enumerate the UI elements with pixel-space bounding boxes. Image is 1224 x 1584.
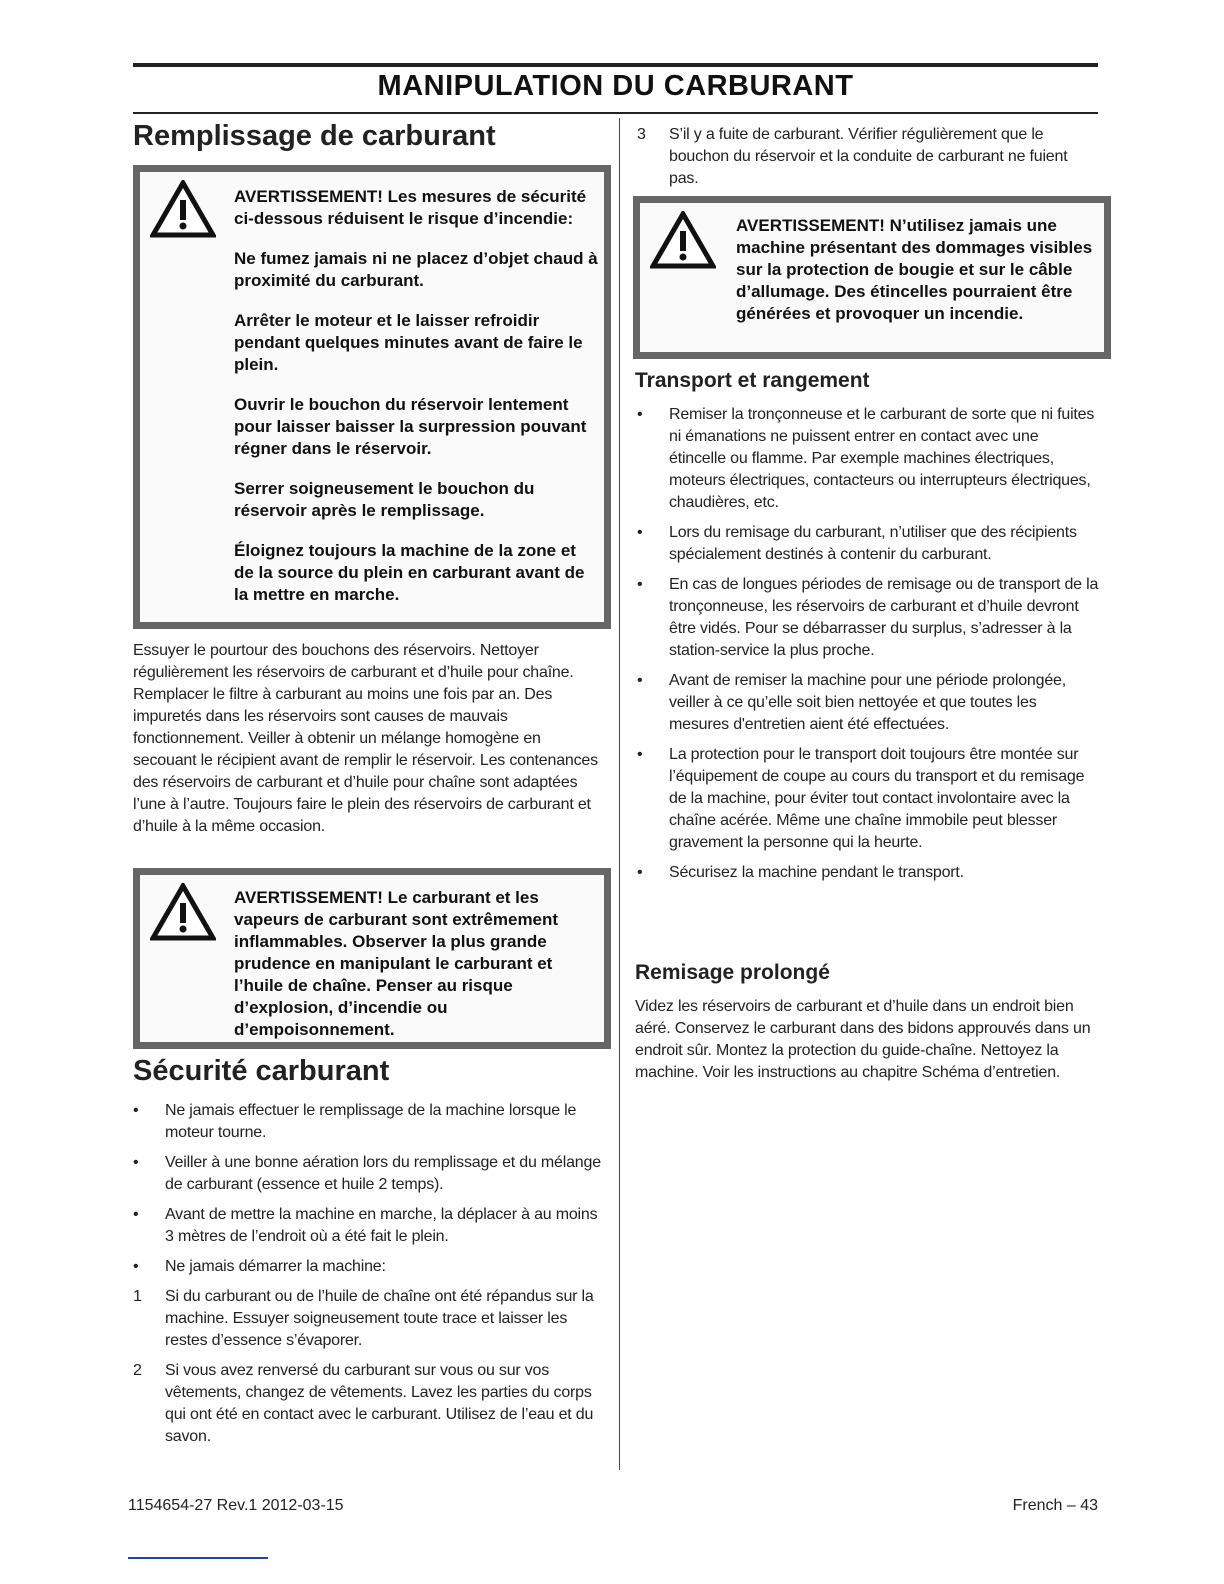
warning-box — [633, 196, 1111, 359]
list-item — [637, 862, 1099, 884]
bullet-marker: • — [133, 1154, 139, 1171]
item-text: Remiser la tronçonneuse et le carburant de sorte que ni fuites ni émanations ne puissent entrer en contact avec une étincelle ou flamme. Par exemple machines électriques, moteurs électriques, contacteurs ou interrupteurs électriques, chaudières, etc. — [669, 406, 1095, 511]
bullet-marker: • — [133, 1102, 139, 1119]
bullet-marker: • — [637, 576, 643, 593]
item-number: 2 — [133, 1362, 142, 1379]
warning-text — [234, 186, 599, 624]
section-heading: Remisage prolongé — [635, 961, 830, 984]
item-text: Veiller à une bonne aération lors du remplissage et du mélange de carburant (essence et huile 2 temps). — [165, 1154, 601, 1193]
paragraph: Videz les réservoirs de carburant et d’huile dans un endroit bien aéré. Conservez le carburant dans des bidons approuvés dans un endroit sûr. Montez la protection du guide-chaîne. Nettoyez la machine. Voir les instructions au chapitre Schéma d’entretien. — [635, 998, 1091, 1081]
bullet-marker: • — [637, 406, 643, 423]
bullet-marker: • — [637, 672, 643, 689]
warning-text: AVERTISSEMENT! Le carburant et les vapeurs de carburant sont extrêmement inflammables. Observer la plus grande prudence en manipulant le carburant et l’huile de chaîne. Penser au risque d’explosion, d’incendie ou d’empoisonnement. — [234, 888, 559, 1039]
link-underline — [128, 1557, 268, 1559]
bullet-marker: • — [637, 746, 643, 763]
page-title: MANIPULATION DU CARBURANT — [377, 70, 854, 102]
item-text: Lors du remisage du carburant, n’utiliser que des récipients spécialement destinés à contenir du carburant. — [669, 524, 1077, 563]
warning-line: AVERTISSEMENT! Les mesures de sécurité ci-dessous réduisent le risque d’incendie: — [234, 187, 587, 228]
warning-line: Serrer soigneusement le bouchon du réservoir après le remplissage. — [234, 479, 535, 520]
list-item — [637, 522, 1099, 566]
item-text: Avant de mettre la machine en marche, la déplacer à au moins 3 mètres de l’endroit où a été fait le plein. — [165, 1206, 598, 1245]
item-text: Ne jamais démarrer la machine: — [165, 1258, 386, 1275]
list-item — [133, 1152, 603, 1196]
list-item — [133, 1100, 603, 1144]
warning-triangle-icon — [650, 211, 716, 269]
bullet-marker: • — [133, 1206, 139, 1223]
item-number: 1 — [133, 1288, 142, 1305]
document-number: 1154654-27 Rev.1 2012-03-15 — [128, 1497, 344, 1514]
column-divider — [619, 118, 620, 1470]
list-item — [637, 404, 1099, 514]
list-item — [133, 1204, 603, 1248]
header-rule — [133, 63, 1098, 67]
warning-line: Éloignez toujours la machine de la zone et de la source du plein en carburant avant de la mettre en marche. — [234, 541, 585, 604]
numbered-item — [133, 1360, 603, 1448]
item-text: Ne jamais effectuer le remplissage de la machine lorsque le moteur tourne. — [165, 1102, 577, 1141]
warning-box — [133, 868, 611, 1049]
bullet-list — [133, 1100, 603, 1456]
item-number: 3 — [637, 126, 646, 143]
list-item — [133, 1256, 603, 1278]
section-heading: Sécurité carburant — [133, 1055, 390, 1087]
bullet-list — [637, 404, 1099, 892]
warning-line: Ouvrir le bouchon du réservoir lentement pour laisser baisser la surpression pouvant régner dans le réservoir. — [234, 395, 587, 458]
item-text: Si vous avez renversé du carburant sur vous ou sur vos vêtements, changez de vêtements. Lavez les parties du corps qui ont été en contact avec le carburant. Utilisez de l’eau et du savon. — [165, 1362, 594, 1445]
warning-text: AVERTISSEMENT! N’utilisez jamais une machine présentant des dommages visibles sur la protection de bougie et sur le câble d’allumage. Des étincelles pourraient être générées et provoquer un incendie. — [736, 216, 1093, 323]
item-text: Si du carburant ou de l’huile de chaîne ont été répandus sur la machine. Essuyer soigneusement toute trace et laisser les restes d’essence s’évaporer. — [165, 1288, 594, 1349]
item-text: En cas de longues périodes de remisage ou de transport de la tronçonneuse, les réservoirs de carburant et d’huile devront être vidés. Pour se débarrasser du surplus, s’adresser à la station-service la plus proche. — [669, 576, 1099, 659]
section-heading: Transport et rangement — [635, 369, 870, 392]
header-rule — [133, 112, 1098, 114]
numbered-item — [133, 1286, 603, 1352]
page-number: French – 43 — [1012, 1497, 1098, 1514]
list-item — [637, 670, 1099, 736]
section-heading: Remplissage de carburant — [133, 120, 496, 152]
item-text: Avant de remiser la machine pour une période prolongée, veiller à ce qu’elle soit bien nettoyée et que toutes les mesures d'entretien aient été effectuées. — [669, 672, 1066, 733]
bullet-marker: • — [637, 864, 643, 881]
paragraph: Essuyer le pourtour des bouchons des réservoirs. Nettoyer régulièrement les réservoirs de carburant et d’huile pour chaîne. Remplacer le filtre à carburant au moins une fois par an. Des impuretés dans les réservoirs sont causes de mauvais fonctionnement. Veiller à obtenir un mélange homogène en secouant le récipient avant de remplir le réservoir. Les contenances des réservoirs de carburant et d’huile pour chaîne sont adaptées l’une à l’autre. Toujours faire le plein des réservoirs de carburant et d’huile à la même occasion. — [133, 642, 598, 835]
item-text: La protection pour le transport doit toujours être montée sur l’équipement de coupe au cours du transport et du remisage de la machine, pour éviter tout contact involontaire avec la chaîne acérée. Même une chaîne immobile peut blesser gravement la personne qui la heurte. — [669, 746, 1085, 851]
list-item — [637, 574, 1099, 662]
warning-triangle-icon — [150, 883, 216, 941]
bullet-marker: • — [133, 1258, 139, 1275]
item-text: Sécurisez la machine pendant le transport. — [669, 864, 964, 881]
warning-triangle-icon — [150, 180, 216, 238]
warning-line: Arrêter le moteur et le laisser refroidir pendant quelques minutes avant de faire le plein. — [234, 311, 583, 374]
numbered-item — [637, 124, 1099, 198]
warning-box — [133, 165, 611, 629]
item-text: S’il y a fuite de carburant. Vérifier régulièrement que le bouchon du réservoir et la conduite de carburant ne fuient pas. — [669, 126, 1068, 187]
warning-line: Ne fumez jamais ni ne placez d’objet chaud à proximité du carburant. — [234, 249, 598, 290]
list-item — [637, 744, 1099, 854]
bullet-marker: • — [637, 524, 643, 541]
